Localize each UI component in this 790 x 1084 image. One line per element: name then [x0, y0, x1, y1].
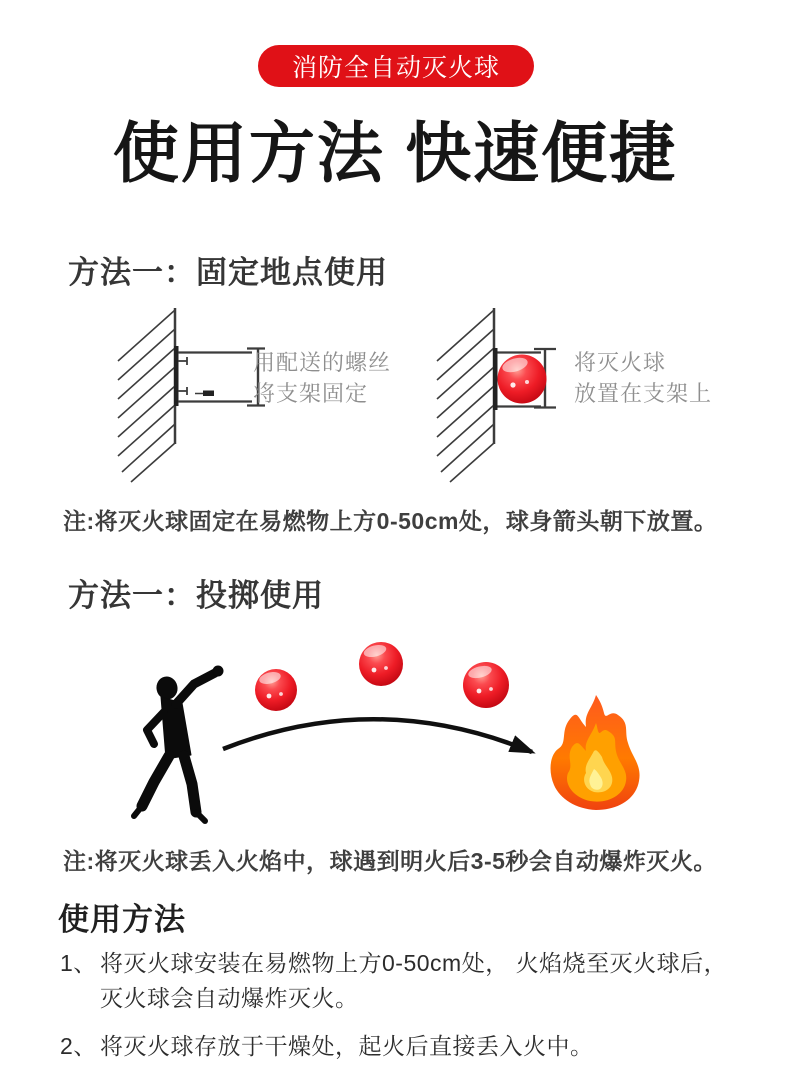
bracket-install-label-line2: 将支架固定 — [253, 381, 369, 406]
list-item — [60, 1029, 760, 1064]
mount-bracket — [174, 346, 265, 406]
usage-heading: 使用方法 — [58, 902, 186, 937]
bracket-install-label-line1: 用配送的螺丝 — [253, 350, 392, 375]
fireball-icon — [255, 669, 297, 711]
fireball-icon — [359, 642, 403, 686]
list-item-line: 将灭火球存放于干燥处，起火后直接丢入火中。 — [100, 1033, 594, 1059]
list-item-line: 灭火球会自动爆炸灭火。 — [100, 985, 359, 1011]
fireball-icon — [463, 662, 509, 708]
fire-icon — [551, 695, 640, 810]
fireball-icon — [498, 355, 547, 404]
wall-hatch — [437, 308, 494, 482]
trajectory-arrow-icon — [223, 719, 532, 752]
list-item — [60, 946, 760, 1016]
ball-place-label-line1: 将灭火球 — [574, 350, 667, 375]
list-item-number: 2、 — [60, 1033, 97, 1059]
ball-place-label-line2: 放置在支架上 — [574, 381, 713, 406]
list-item-text — [100, 946, 727, 1016]
method1-note: 注:将灭火球固定在易燃物上方0-50cm处，球身箭头朝下放置。 — [63, 508, 718, 534]
ball-place-label — [574, 347, 712, 409]
throw-diagram — [130, 630, 670, 840]
thrower-silhouette-icon — [134, 666, 223, 821]
usage-list — [60, 946, 760, 1064]
product-badge: 消防全自动灭火球 — [258, 45, 534, 87]
list-item-line: 将灭火球安装在易燃物上方0-50cm处， 火焰烧至灭火球后， — [100, 950, 728, 976]
method2-note: 注:将灭火球丢入火焰中，球遇到明火后3-5秒会自动爆炸灭火。 — [63, 848, 717, 874]
list-item-text — [100, 1029, 594, 1064]
method1-heading: 方法一：固定地点使用 — [68, 255, 388, 290]
bracket-install-label — [253, 347, 391, 409]
wall-ball-diagram — [405, 303, 565, 483]
wall-bracket-diagram — [85, 303, 265, 483]
method2-heading: 方法一：投掷使用 — [68, 578, 324, 613]
wall-hatch — [118, 308, 175, 482]
screw-icon — [178, 357, 214, 396]
page-title: 使用方法 快速便捷 — [112, 116, 678, 190]
list-item-number: 1、 — [60, 950, 97, 976]
